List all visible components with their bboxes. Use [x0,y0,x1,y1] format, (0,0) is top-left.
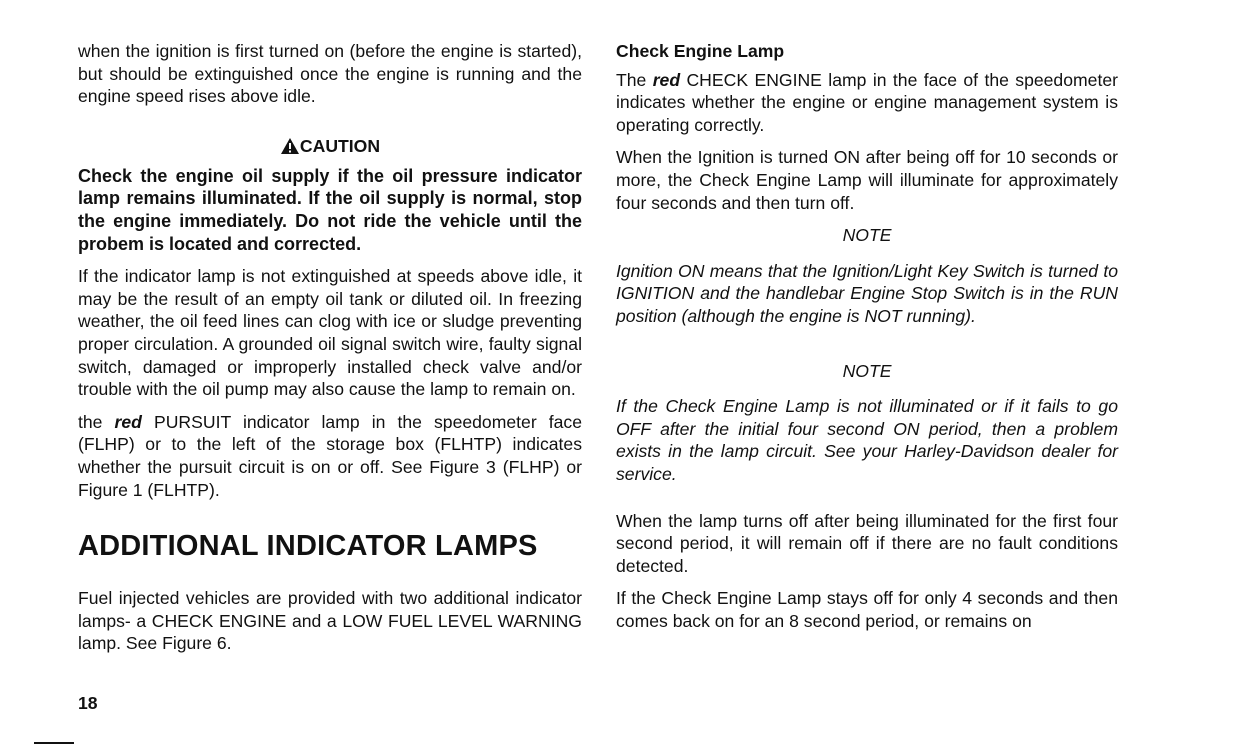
paragraph-fuel-injected: Fuel injected vehicles are provided with two additional indicator lamps- a CHECK ENGINE and a LOW FUEL LEVEL WARNING lamp. See Figure 6. [78,588,582,654]
spacer [616,214,1118,224]
spacer [616,247,1118,260]
note-heading: NOTE [842,225,892,246]
note-lamp-not-illuminated: If the Check Engine Lamp is not illuminated or if it fails to go OFF after the initial four second ON period, then a problem exists in the lamp circuit. See your Harley-Davidson dealer for service. [616,396,1118,484]
footer-rule [34,742,74,744]
check-engine-heading: Check Engine Lamp [616,41,785,61]
note-ignition-definition: Ignition ON means that the Ignition/Light Key Switch is turned to IGNITION and the handlebar Engine Stop Switch is in the RUN position (although the engine is NOT running). [616,260,1118,326]
spacer [78,501,582,529]
warning-triangle-icon [280,137,300,155]
paragraph-ignition-on: When the Ignition is turned ON after being off for 10 seconds or more, the Check Engine Lamp will illuminate for approximately four seconds and then turn off. [616,147,1118,213]
text-run: the [78,411,115,432]
page-number: 18 [78,693,98,713]
caution-heading [78,136,582,157]
caution-label: CAUTION [299,135,381,156]
section-title: ADDITIONAL INDICATOR LAMPS [78,530,538,563]
emphasis-red: red [652,69,681,90]
spacer [616,328,1118,360]
spacer [78,108,582,136]
spacer [616,136,1118,146]
spacer [616,382,1118,395]
left-column [78,40,582,655]
emphasis-red: red [114,411,142,432]
caution-warning-text: Check the engine oil supply if the oil pressure indicator lamp remains illuminated. If the oil supply is normal, stop the engine immediately. Do not ride the vehicle until the probem is located and corrected. [78,165,582,254]
paragraph-indicator-lamp: If the indicator lamp is not extinguished at speeds above idle, it may be the result of an empty oil tank or diluted oil. In freezing weather, the oil feed lines can clog with ice or sludge preventing proper circulation. A grounded oil signal switch wire, faulty signal switch, damaged or improperly installed check valve and/or trouble with the oil pump may also cause the lamp to remain on. [78,266,582,400]
paragraph-check-engine-intro [616,69,1118,137]
text-run: CHECK ENGINE lamp in the face of the speedometer indicates whether the engine or engine management system is operating correctly. [616,69,1118,135]
text-run: The [616,69,653,90]
paragraph-lamp-stays-off: If the Check Engine Lamp stays off for only 4 seconds and then comes back on for an 8 second period, or remains on [616,588,1118,631]
spacer [616,486,1118,510]
paragraph-lamp-turns-off: When the lamp turns off after being illuminated for the first four second period, it will remain off if there are no fault conditions detected. [616,510,1118,576]
spacer [616,577,1118,587]
spacer [78,563,582,587]
note-heading: NOTE [842,360,892,381]
spacer [78,401,582,411]
paragraph-pursuit-lamp [78,411,582,501]
paragraph-ignition-continued: when the ignition is first turned on (before the engine is started), but should be extinguished once the engine is running and the engine speed rises above idle. [78,41,582,107]
text-run: PURSUIT indicator lamp in the speedometer face (FLHP) or to the left of the storage box (FLHTP) indicates whether the pursuit circuit is on or off. See Figure 3 (FLHP) or Figure 1 (FLHTP). [78,411,582,500]
right-column [616,40,1118,632]
spacer [78,255,582,265]
